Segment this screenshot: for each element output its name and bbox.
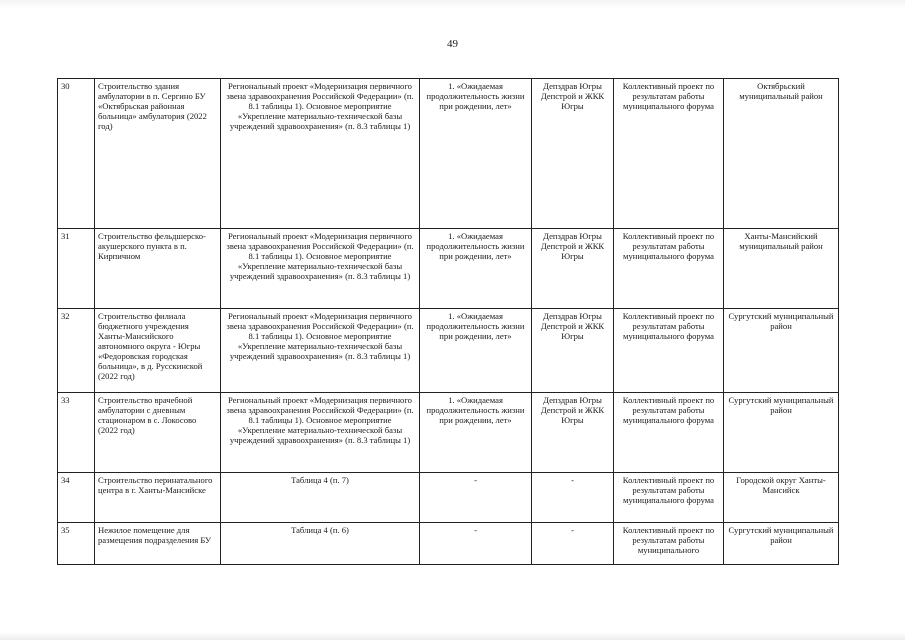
- row-number: 32: [58, 309, 95, 393]
- table-row: [58, 79, 839, 229]
- table-row: [58, 393, 839, 473]
- project-municipality: Сургутский муниципальный район: [724, 309, 839, 393]
- scan-edge-top: [0, 0, 905, 8]
- project-basis: Региональный проект «Модернизация первичного звена здравоохранения Российской Федерации» (п. 8.1 таблицы 1). Основное мероприятие «Укрепление материально-технической базы учреждений здравоохранения» (п. 8.3 таблицы 1): [221, 309, 420, 393]
- project-form: Коллективный проект по результатам работы муниципального: [614, 523, 724, 565]
- project-name: Строительство перинатального центра в г. Ханты-Мансийске: [95, 473, 221, 523]
- project-executor: -: [532, 473, 614, 523]
- project-indicator: 1. «Ожидаемая продолжительность жизни при рождении, лет»: [420, 229, 532, 309]
- project-form: Коллективный проект по результатам работы муниципального форума: [614, 393, 724, 473]
- project-basis: Региональный проект «Модернизация первичного звена здравоохранения Российской Федерации» (п. 8.1 таблицы 1). Основное мероприятие «Укрепление материально-технической базы учреждений здравоохранения» (п. 8.3 таблицы 1): [221, 79, 420, 229]
- project-basis: Региональный проект «Модернизация первичного звена здравоохранения Российской Федерации» (п. 8.1 таблицы 1). Основное мероприятие «Укрепление материально-технической базы учреждений здравоохранения» (п. 8.3 таблицы 1): [221, 229, 420, 309]
- project-executor: -: [532, 523, 614, 565]
- row-number: 30: [58, 79, 95, 229]
- project-indicator: -: [420, 473, 532, 523]
- project-name: Строительство филиала бюджетного учреждения Ханты-Мансийского автономного округа - Югры «Федоровская городская больница», в д. Русскинской (2022 год): [95, 309, 221, 393]
- row-number: 34: [58, 473, 95, 523]
- project-executor: Депздрав Югры Депстрой и ЖКК Югры: [532, 393, 614, 473]
- row-number: 33: [58, 393, 95, 473]
- project-form: Коллективный проект по результатам работы муниципального форума: [614, 473, 724, 523]
- row-number: 35: [58, 523, 95, 565]
- project-name: Нежилое помещение для размещения подразделения БУ: [95, 523, 221, 565]
- project-indicator: 1. «Ожидаемая продолжительность жизни при рождении, лет»: [420, 393, 532, 473]
- table-row: [58, 473, 839, 523]
- project-name: Строительство врачебной амбулатории с дневным стационаром в с. Локосово (2022 год): [95, 393, 221, 473]
- page-number: 49: [447, 38, 458, 50]
- project-municipality: Сургутский муниципальный район: [724, 393, 839, 473]
- project-executor: Депздрав Югры Депстрой и ЖКК Югры: [532, 79, 614, 229]
- scan-edge-bottom: [0, 632, 905, 640]
- project-basis: Таблица 4 (п. 7): [221, 473, 420, 523]
- table-row: [58, 229, 839, 309]
- project-municipality: Сургутский муниципальный район: [724, 523, 839, 565]
- project-executor: Депздрав Югры Депстрой и ЖКК Югры: [532, 229, 614, 309]
- project-indicator: 1. «Ожидаемая продолжительность жизни при рождении, лет»: [420, 79, 532, 229]
- project-name: Строительство фельдшерско-акушерского пункта в п. Кирпичном: [95, 229, 221, 309]
- table-row: [58, 523, 839, 565]
- table-row: [58, 309, 839, 393]
- project-municipality: Ханты-Мансийский муниципальный район: [724, 229, 839, 309]
- project-form: Коллективный проект по результатам работы муниципального форума: [614, 229, 724, 309]
- project-form: Коллективный проект по результатам работы муниципального форума: [614, 309, 724, 393]
- project-name: Строительство здания амбулатории в п. Сергино БУ «Октябрьская районная больница» амбулатория (2022 год): [95, 79, 221, 229]
- project-municipality: Октябрьский муниципальный район: [724, 79, 839, 229]
- project-form: Коллективный проект по результатам работы муниципального форума: [614, 79, 724, 229]
- project-indicator: -: [420, 523, 532, 565]
- row-number: 31: [58, 229, 95, 309]
- project-executor: Депздрав Югры Депстрой и ЖКК Югры: [532, 309, 614, 393]
- project-municipality: Городской округ Ханты-Мансийск: [724, 473, 839, 523]
- projects-table: [57, 78, 839, 565]
- project-basis: Региональный проект «Модернизация первичного звена здравоохранения Российской Федерации» (п. 8.1 таблицы 1). Основное мероприятие «Укрепление материально-технической базы учреждений здравоохранения» (п. 8.3 таблицы 1): [221, 393, 420, 473]
- project-indicator: 1. «Ожидаемая продолжительность жизни при рождении, лет»: [420, 309, 532, 393]
- project-basis: Таблица 4 (п. 6): [221, 523, 420, 565]
